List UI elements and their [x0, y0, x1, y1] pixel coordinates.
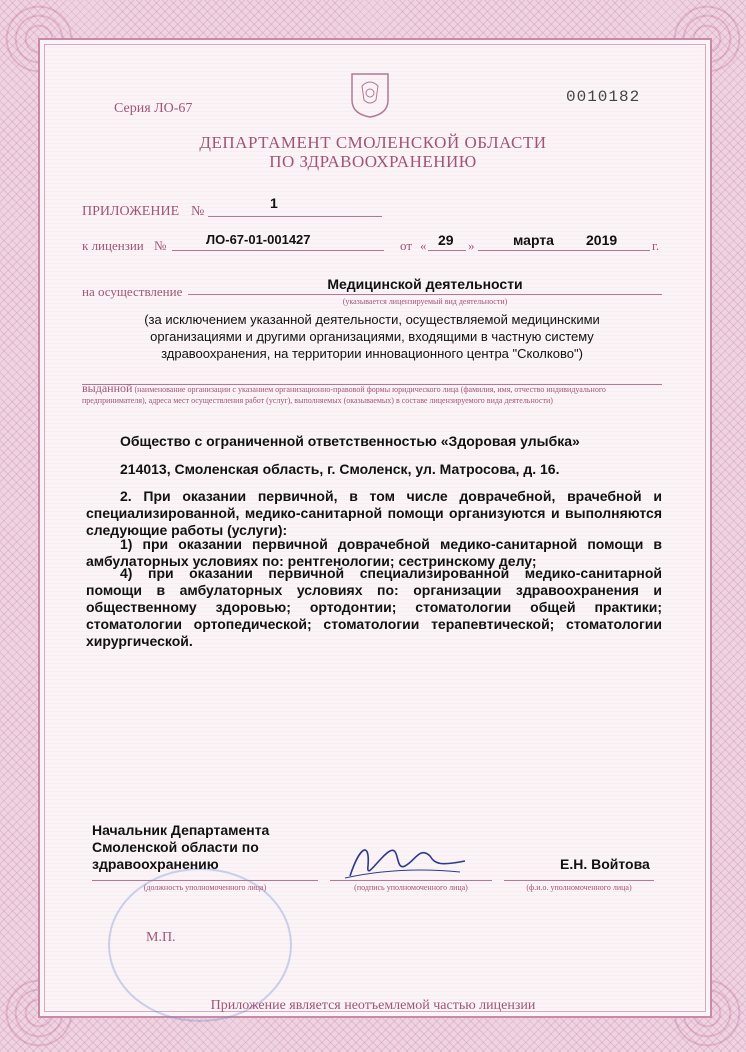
position-hint: (должность уполномоченного лица) [143, 883, 267, 892]
month-year-line [478, 236, 650, 251]
quote-open: « [420, 238, 427, 253]
quote-close: » [468, 238, 475, 253]
form-number: 0010182 [566, 88, 641, 106]
license-from-label: от [400, 238, 413, 253]
footer-note: Приложение является неотъемлемой частью лицензии [210, 998, 536, 1013]
license-month: марта [513, 232, 554, 248]
license-number-sign: № [154, 238, 167, 253]
activity-hint: (указывается лицензируемый вид деятельности) [342, 297, 508, 306]
series-label: Серия ЛО-67 [114, 101, 193, 116]
position-line-3: здравоохранению [92, 856, 219, 872]
seal-place-label: М.П. [146, 930, 176, 945]
license-number: ЛО-67-01-001427 [206, 232, 311, 247]
name-hint: (ф.и.о. уполномоченного лица) [526, 883, 632, 892]
issued-label: выданной [82, 381, 133, 395]
coat-of-arms-icon [350, 72, 390, 118]
position-line [92, 866, 318, 881]
department-title: ДЕПАРТАМЕНТ СМОЛЕНСКОЙ ОБЛАСТИ [199, 133, 547, 152]
organization-name: Общество с ограниченной ответственностью «Здоровая улыбка» [120, 433, 580, 449]
issued-hint: (наименование организации с указанием организационно-правовой формы юридического лица (фамилия, имя, отчество индивидуального предпринимателя), адреса мест осуществления работ (услуг), выполняемых (оказываемых) в составе лицензируемого вида деятельности) [82, 385, 606, 405]
appendix-label: ПРИЛОЖЕНИЕ [82, 204, 180, 219]
services-item-1: 1) при оказании первичной доврачебной медико-санитарной помощи в амбулаторных условиях по: рентгенологии; сестринскому делу; [86, 536, 662, 569]
appendix-number: 1 [270, 195, 278, 211]
appendix-number-sign: № [191, 204, 205, 219]
signature-hint: (подпись уполномоченного лица) [354, 883, 468, 892]
organization-address: 214013, Смоленская область, г. Смоленск, ул. Матросова, д. 16. [120, 461, 560, 477]
services-intro: 2. При оказании первичной, в том числе доврачебной, врачебной и специализированной, медико-санитарной помощи организуются и выполняются следующие работы (услуги): [86, 488, 662, 538]
signature-line [330, 866, 492, 881]
year-suffix: г. [652, 238, 660, 253]
position-line-2: Смоленской области по [92, 839, 259, 855]
position-line-1: Начальник Департамента [92, 822, 270, 838]
name-line [504, 866, 654, 881]
license-label: к лицензии [82, 238, 144, 253]
license-day: 29 [438, 232, 454, 248]
license-year: 2019 [586, 232, 618, 248]
activity-exclusion: (за исключением указанной деятельности, осуществляемой медицинскими организациями и другими организациями, входящими в частную систему здравоохранения, на территории инновационного центра "Сколково") [144, 312, 600, 361]
appendix-number-line [208, 200, 382, 217]
department-subtitle: ПО ЗДРАВООХРАНЕНИЮ [269, 152, 477, 171]
activity-value: Медицинской деятельности [327, 276, 523, 292]
signatory-name: Е.Н. Войтова [560, 856, 650, 872]
activity-label: на осуществление [82, 284, 183, 299]
issued-block [82, 383, 664, 406]
services-item-4: 4) при оказании первичной специализированной медико-санитарной помощи в амбулаторных условиях по: организации здравоохранения и общественному здоровью; ортодонтии; стоматологии общей практики; стоматологии ортопедической; стоматологии терапевтической; стоматологии хирургической. [86, 565, 662, 649]
